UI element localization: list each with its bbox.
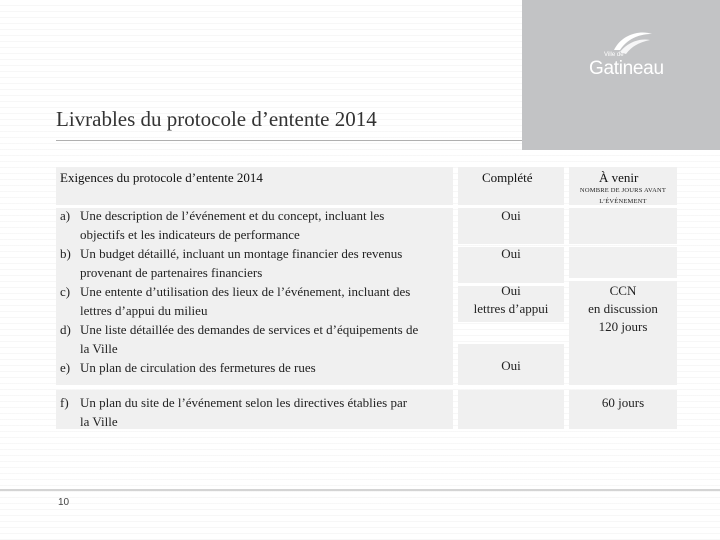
completed-value-a: Oui [501, 208, 521, 223]
upcoming-cell-a [569, 208, 677, 244]
list-item [60, 206, 452, 244]
list-item-text: la Ville [80, 341, 118, 356]
completed-value-c2: lettres d’appui [473, 301, 549, 316]
title-divider [56, 140, 522, 141]
upcoming-value-f: 60 jours [601, 395, 645, 410]
list-item [60, 358, 452, 377]
upcoming-value-c1: CCN [609, 283, 637, 298]
completed-value-c1: Oui [501, 283, 521, 298]
upcoming-cell-b [569, 247, 677, 278]
footer-divider [0, 489, 720, 491]
list-marker: e) [60, 360, 71, 375]
logo-ville-de: Ville de [604, 52, 624, 58]
completed-value-e: Oui [501, 358, 521, 373]
list-item-text: Une liste détaillée des demandes de services et d’équipements de [80, 322, 419, 337]
list-marker: c) [60, 284, 71, 299]
requirements-list-f [60, 393, 452, 431]
logo-gatineau: Gatineau [589, 58, 664, 79]
header-upcoming-subtitle [570, 185, 676, 207]
list-item [60, 244, 452, 282]
header-upcoming: À venir [599, 170, 639, 185]
list-item-text: Une entente d’utilisation des lieux de l’événement, incluant des [80, 284, 411, 299]
header-upcoming-subtitle-line2: L’ÉVÉNEMENT [599, 198, 647, 205]
header-upcoming-subtitle-line1: NOMBRE DE JOURS AVANT [579, 187, 667, 194]
requirements-list [60, 206, 452, 377]
upcoming-value-c2: en discussion [588, 301, 658, 316]
page-number: 10 [58, 497, 70, 508]
header-requirements: Exigences du protocole d’entente 2014 [60, 170, 263, 185]
list-marker: d) [60, 322, 71, 337]
list-item [60, 282, 452, 320]
list-item-text: objectifs et les indicateurs de performance [80, 227, 300, 242]
list-item-text: lettres d’appui du milieu [80, 303, 208, 318]
list-item [60, 320, 452, 358]
list-item-text: la Ville [80, 414, 118, 429]
list-item-text: Un budget détaillé, incluant un montage financier des revenus [80, 246, 403, 261]
completed-cell-f [458, 390, 564, 429]
upcoming-value-d: 120 jours [598, 319, 648, 334]
list-marker: a) [60, 208, 71, 223]
list-item [60, 393, 452, 431]
list-item-text: Un plan du site de l’événement selon les directives établies par [80, 395, 408, 410]
header-completed: Complété [482, 170, 533, 185]
slide-title: Livrables du protocole d’entente 2014 [56, 107, 377, 131]
list-marker: f) [60, 395, 69, 410]
list-item-text: provenant de partenaires financiers [80, 265, 263, 280]
list-marker: b) [60, 246, 71, 261]
completed-value-b: Oui [501, 246, 521, 261]
list-item-text: Un plan de circulation des fermetures de rues [80, 360, 316, 375]
list-item-text: Une description de l’événement et du concept, incluant les [80, 208, 385, 223]
